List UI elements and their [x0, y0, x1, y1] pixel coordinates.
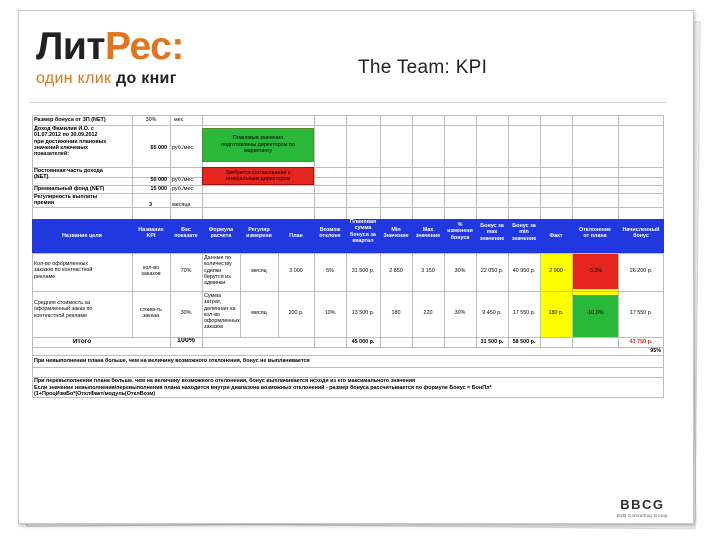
row2-kpi: стоим-ть заказа — [140, 307, 162, 320]
row2-weight: 30% — [180, 310, 192, 316]
row1-bonus-max: 22 050 р. — [480, 268, 504, 274]
row1-accrued: 26 200 р. — [629, 268, 653, 274]
header-weight: Вес показате — [174, 227, 198, 240]
total-bonus-min: 58 500 р. — [512, 339, 536, 345]
row2-max: 220 — [423, 310, 433, 316]
income-unit: руб./мес — [172, 145, 194, 151]
row1-goal: Кол-во оформленных заказов по контекстной рекламе — [34, 261, 93, 280]
row1-max: 3 150 — [421, 268, 435, 274]
slide-title: The Team: KPI — [358, 57, 488, 78]
header-bonus-min: Бонус за min значение — [511, 223, 537, 242]
note-formula: Если значение невыполнения/перевыполнения плана находится внутри диапазона возможных отклонений - размер бонуса рассчитывается по формуле Бонус = БонПл* (1+ПроцИзмБо*(ОтклФакт/модуль(ОтклВозм) — [34, 385, 492, 398]
title-divider — [30, 102, 666, 103]
note-underperformance: При невыполнении плана больше, чем на величину возможного отклонения, бонус не выплачивается — [34, 358, 310, 364]
litres-logo — [36, 27, 184, 88]
header-min: Min Значение — [383, 227, 409, 240]
row1-dev-from-plan: -3,3% — [587, 268, 603, 274]
payment-regularity-unit: месяца — [172, 202, 191, 208]
logo-tagline: один клик до книг — [36, 70, 177, 87]
fixed-part-label: Постоянная часть дохода (NET) — [34, 168, 103, 181]
planned-values-note: Плановые значения подготовлены директором по маркетингу — [202, 128, 314, 162]
header-max: Max значение — [415, 227, 441, 240]
header-possible-deviation: Возмож отклоне — [319, 227, 341, 240]
row1-min: 2 850 — [389, 268, 403, 274]
payment-regularity-value: 3 — [149, 202, 152, 208]
fact-column-highlight — [540, 253, 572, 337]
row1-pct-change: 30% — [454, 268, 466, 274]
kpi-spreadsheet — [32, 115, 664, 398]
row1-kpi: кол-во заказов — [141, 265, 161, 278]
row1-bonus-min: 40 950 р. — [512, 268, 536, 274]
row2-bonus-max: 9 450 р. — [482, 310, 502, 316]
bonus-size-label: Размер бонуса от ЗП (NET) — [34, 117, 106, 123]
bbcg-subtitle: B2B Consulting Group — [617, 513, 668, 518]
total-percent: 95% — [650, 348, 661, 354]
header-accrued-bonus: Начисленный бонус — [622, 227, 660, 240]
header-planned-bonus: Плановая сумма бонуса за квартал — [349, 219, 377, 244]
note-overperformance: При перевыполнении плана больше, чем на величину возможного отклонения, бонус выплачивается исходя из его максимального значения — [34, 378, 416, 384]
bbcg-wordmark: BBCG — [620, 497, 665, 512]
row2-period: месяц — [251, 310, 267, 316]
row1-period: месяц — [251, 268, 267, 274]
header-fact: Факт — [549, 233, 563, 239]
row1-plan: 3 000 — [289, 268, 303, 274]
bonus-size-unit: мес — [174, 117, 184, 123]
income-value: 65 000 — [150, 145, 167, 151]
bonus-fund-label: Премиальный фонд (NET) — [34, 186, 105, 192]
row1-formula: Данные по количеству сделки берутся из админки — [204, 255, 232, 287]
header-regularity: Регуляр измерени — [246, 227, 272, 240]
row2-min: 180 — [391, 310, 401, 316]
total-bonus-max: 31 500 р. — [480, 339, 504, 345]
row2-deviation: 10% — [324, 310, 336, 316]
row1-fact: 2 900 — [549, 268, 563, 274]
logo-name: ЛитРес: — [36, 25, 184, 68]
header-deviation-from-plan: Отклонение от плана — [578, 227, 612, 240]
approval-required-note: Требуется согласование с генеральным директором — [202, 167, 314, 185]
fixed-part-unit: руб./мес — [172, 177, 194, 183]
header-bonus-max: Бонус за max значение — [479, 223, 505, 242]
total-planned-bonus: 45 000 р. — [351, 339, 375, 345]
row2-pct-change: 30% — [454, 310, 466, 316]
row2-dev-from-plan: -10,0% — [586, 310, 604, 316]
total-label: Итого — [72, 339, 92, 345]
row2-plan: 200 р. — [288, 310, 304, 316]
total-weight: 100% — [177, 338, 195, 344]
income-label: Доход Фамилия И.О. с 01.07.2012 по 30.09.2012 при достижении плановых значений ключевых показателей: — [34, 126, 107, 158]
fixed-part-value: 50 000 — [150, 177, 167, 183]
row1-planned-bonus: 31 500 р. — [351, 268, 375, 274]
row2-accrued: 17 550 р. — [629, 310, 653, 316]
row2-planned-bonus: 13 500 р. — [351, 310, 375, 316]
header-formula: Формула расчета — [208, 227, 234, 240]
row2-bonus-min: 17 550 р. — [512, 310, 536, 316]
header-bonus-change: % изменени бонуса — [447, 222, 473, 241]
row1-weight: 70% — [180, 268, 192, 274]
header-goal: Название цели — [62, 233, 102, 239]
bonus-fund-value: 15 000 — [150, 186, 167, 192]
row1-deviation: 5% — [326, 268, 334, 274]
total-accrued: 43 750 р. — [629, 339, 653, 345]
bonus-size-value: 30% — [145, 117, 157, 123]
row2-formula: Сумма затрат, деленная на кол-во оформленных заказов — [204, 293, 240, 331]
header-kpi-name: Название KPI — [138, 227, 164, 240]
row2-fact: 180 р. — [548, 310, 564, 316]
bbcg-logo — [617, 497, 668, 518]
bonus-fund-unit: руб./мес — [172, 186, 194, 192]
payment-regularity-label: Регулярность выплаты премии — [34, 194, 98, 207]
header-plan: План — [289, 233, 303, 239]
row2-goal: Средняя стоимость за оформленный заказ по контекстной рекламе — [34, 300, 93, 319]
